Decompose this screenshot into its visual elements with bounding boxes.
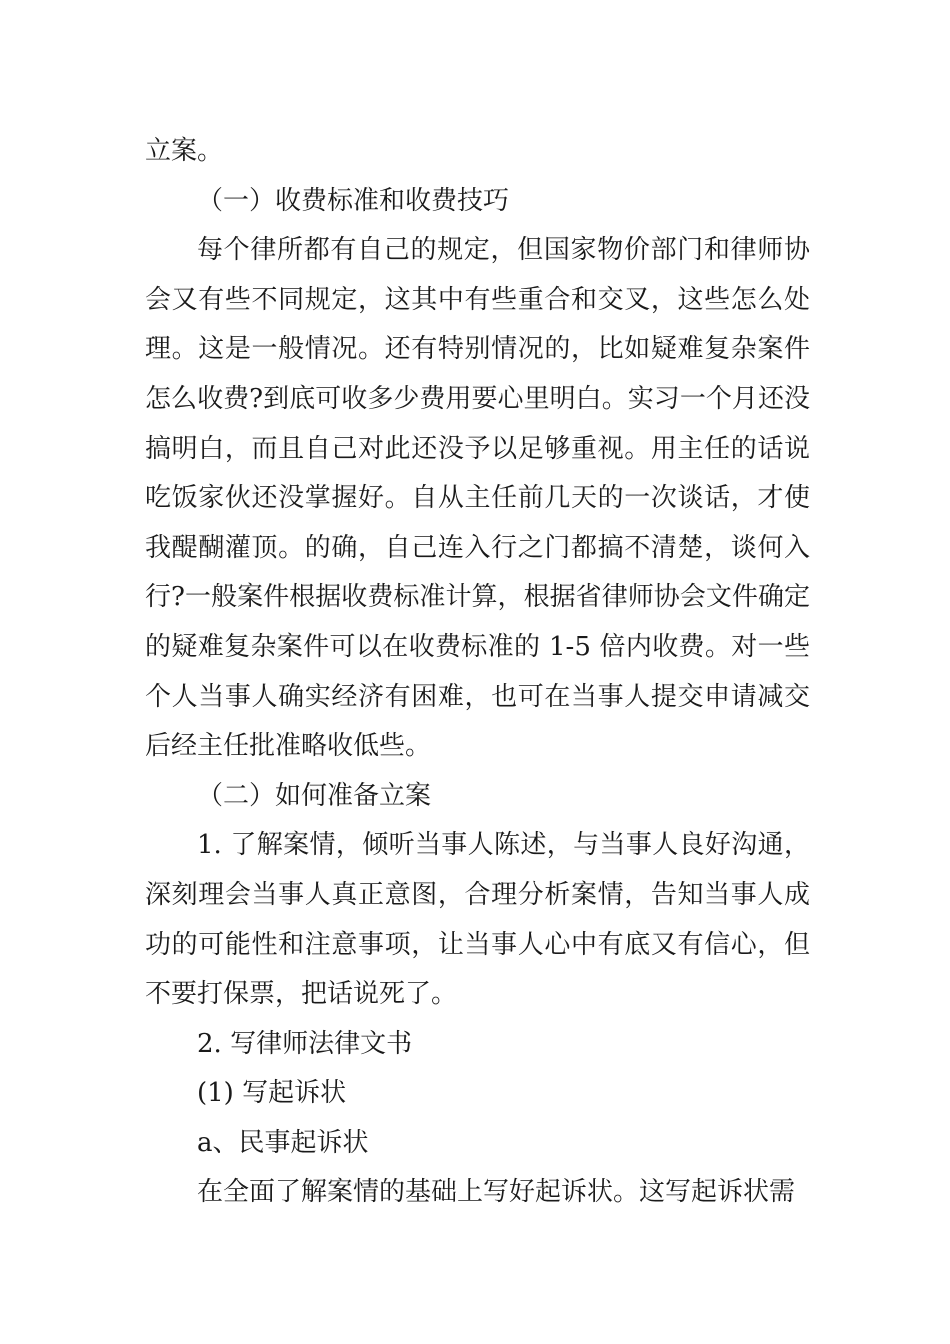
- paragraph-civil-complaint: a、民事起诉状: [197, 1127, 369, 1158]
- paragraph-write-legal-documents: 2. 写律师法律文书: [197, 1028, 413, 1059]
- document-body: [145, 127, 810, 1218]
- paragraph-complaint-basis: 在全面了解案情的基础上写好起诉状。这写起诉状需: [197, 1177, 796, 1208]
- paragraph-continuation: 立案。: [145, 136, 224, 166]
- paragraph-fee-rules: 每个律所都有自己的规定，但国家物价部门和律师协会又有些不同规定，这其中有些重合和交叉，这些怎么处理。这是一般情况。还有特别情况的，比如疑难复杂案件怎么收费?到底可收多少费用要心里明白。实习一个月还没搞明白，而且自己对此还没予以足够重视。用主任的话说吃饭家伙还没掌握好。自从主任前几天的一次谈话，才使我醍醐灌顶。的确，自己连入行之门都搞不清楚，谈何入行?一般案件根据收费标准计算，根据省律师协会文件确定的疑难复杂案件可以在收费标准的 1-5 倍内收费。对一些个人当事人确实经济有困难，也可在当事人提交申请减交后经主任批准略收低些。: [145, 235, 810, 762]
- paragraph-write-complaint: (1) 写起诉状: [197, 1078, 347, 1109]
- section-heading-fee-standards: （一）收费标准和收费技巧: [197, 185, 510, 216]
- section-heading-prepare-filing: （二）如何准备立案: [197, 780, 432, 811]
- paragraph-understand-case: 1. 了解案情，倾听当事人陈述，与当事人良好沟通，深刻理会当事人真正意图，合理分析案情，告知当事人成功的可能性和注意事项，让当事人心中有底又有信心，但不要打保票，把话说死了。: [145, 830, 810, 1010]
